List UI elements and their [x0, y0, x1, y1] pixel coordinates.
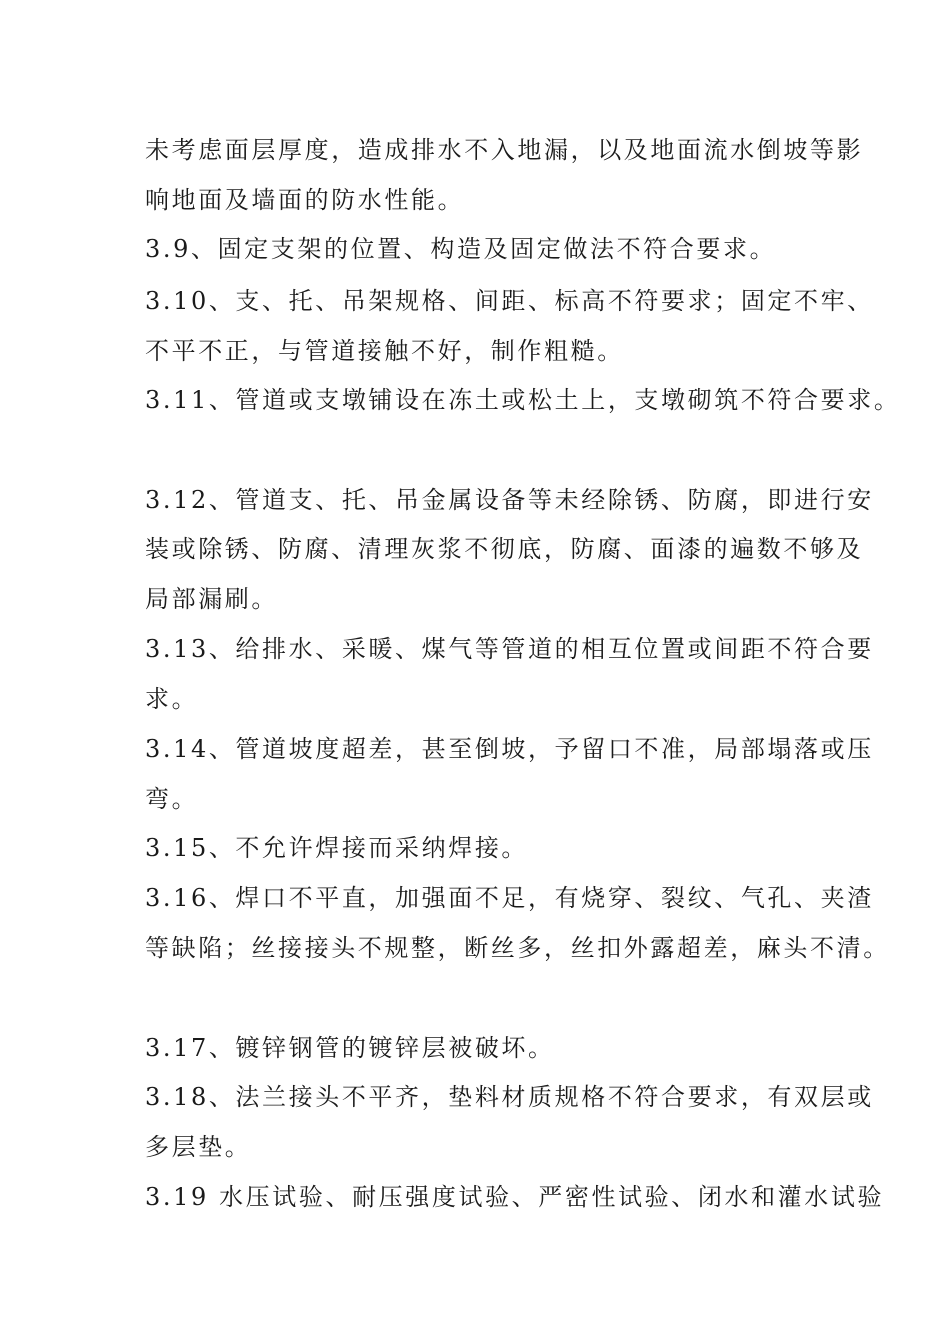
text-line: 响地面及墙面的防水性能。: [145, 186, 465, 214]
text-line: 3.16、焊口不平直，加强面不足，有烧穿、裂纹、气孔、夹渣: [145, 884, 874, 912]
text-line: 3.12、管道支、托、吊金属设备等未经除锈、防腐，即进行安: [145, 486, 874, 514]
text-line: 等缺陷；丝接接头不规整，断丝多，丝扣外露超差，麻头不清。: [145, 934, 890, 962]
text-line: 3.13、给排水、采暖、煤气等管道的相互位置或间距不符合要: [145, 635, 874, 663]
text-line: 不平不正，与管道接触不好，制作粗糙。: [145, 337, 624, 365]
text-line: 3.19 水压试验、耐压强度试验、严密性试验、闭水和灌水试验: [145, 1183, 885, 1211]
text-line: 3.10、支、托、吊架规格、间距、标高不符要求；固定不牢、: [145, 287, 874, 315]
text-line: 装或除锈、防腐、清理灰浆不彻底，防腐、面漆的遍数不够及: [145, 535, 864, 563]
text-line: 3.9、固定支架的位置、构造及固定做法不符合要求。: [145, 235, 777, 263]
text-line: 3.11、管道或支墩铺设在冻土或松土上，支墩砌筑不符合要求。: [145, 386, 901, 414]
text-line: 局部漏刷。: [145, 585, 278, 613]
text-line: 未考虑面层厚度，造成排水不入地漏，以及地面流水倒坡等影: [145, 136, 864, 164]
text-line: 3.14、管道坡度超差，甚至倒坡，予留口不准，局部塌落或压: [145, 735, 874, 763]
text-line: 弯。: [145, 785, 199, 813]
text-line: 3.15、不允许焊接而采纳焊接。: [145, 834, 529, 862]
text-line: 3.18、法兰接头不平齐，垫料材质规格不符合要求，有双层或: [145, 1083, 874, 1111]
text-line: 多层垫。: [145, 1133, 252, 1161]
text-line: 求。: [145, 685, 199, 713]
text-line: 3.17、镀锌钢管的镀锌层被破坏。: [145, 1034, 555, 1062]
